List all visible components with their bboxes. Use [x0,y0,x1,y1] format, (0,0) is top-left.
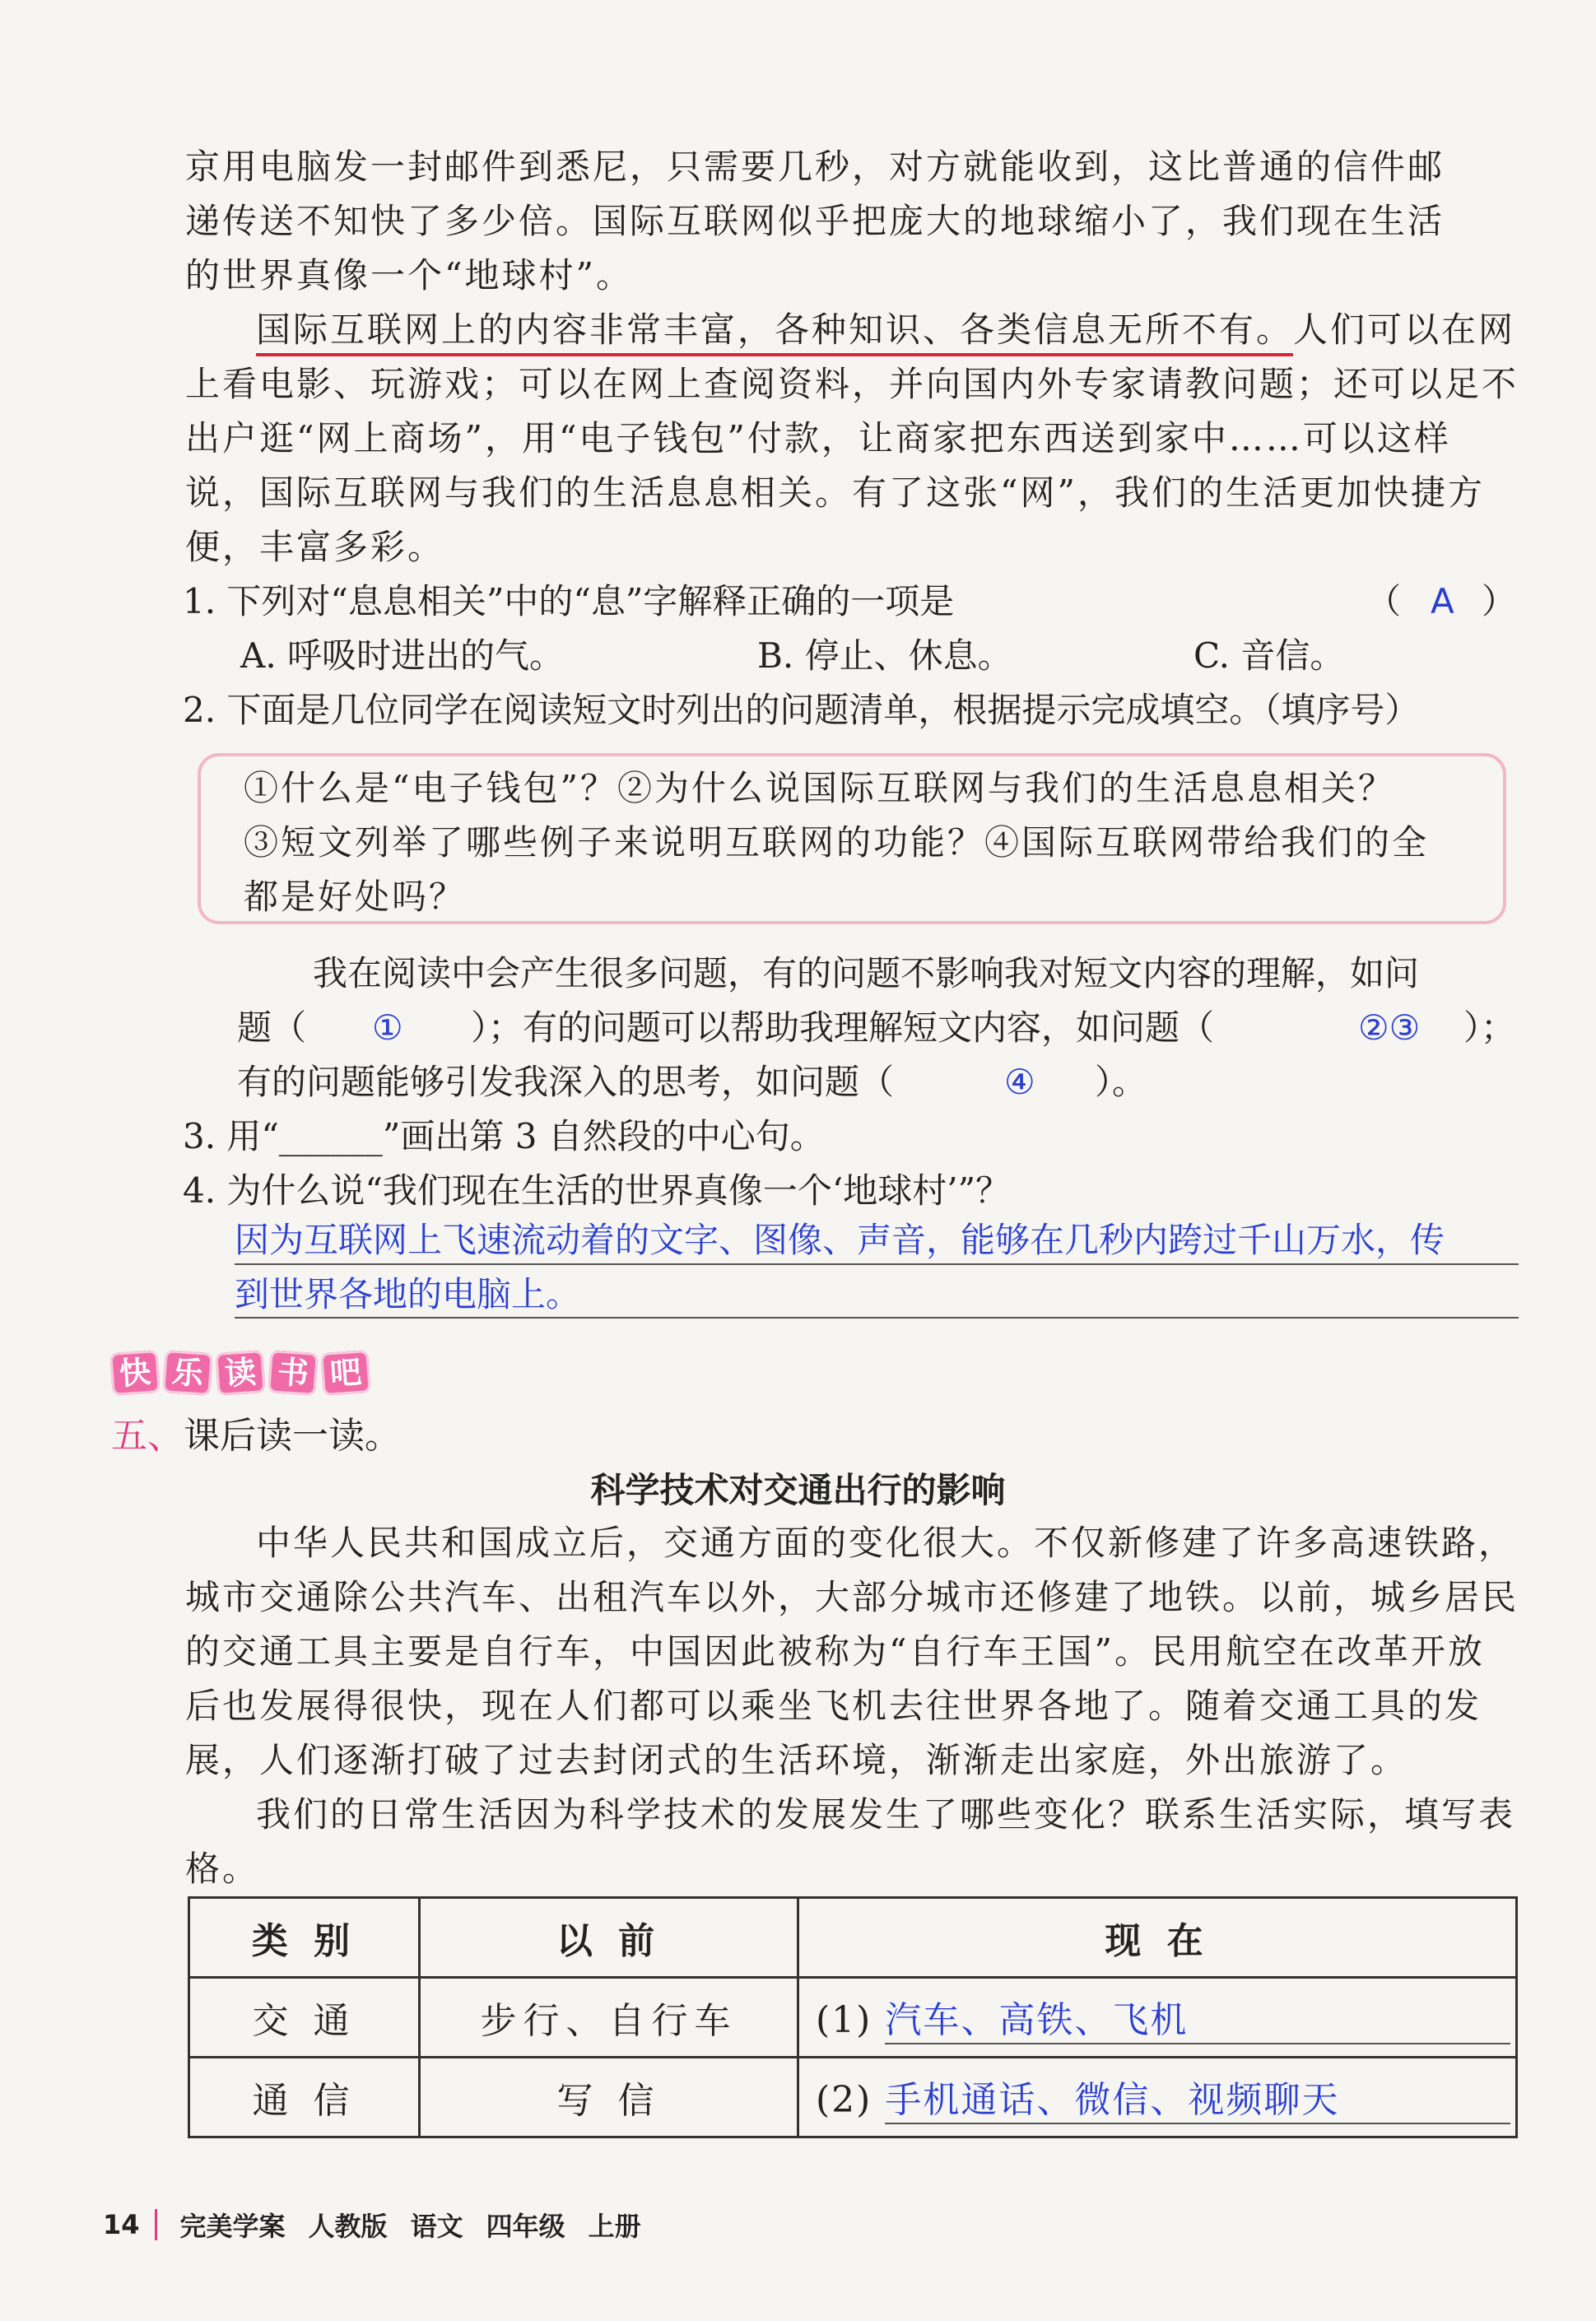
row-category: 交 通 [189,1978,420,2058]
row-now-cell [798,2058,1517,2137]
section-5-number: 五、 [111,1415,184,1457]
banner-char: 书 [268,1350,318,1396]
q2-answer-1[interactable]: ① [372,1007,403,1048]
header-category: 类 别 [189,1898,420,1978]
q2-answer-2[interactable]: ②③ [1358,1007,1421,1048]
q1-paren-right: ） [1482,581,1517,621]
row-number: (1) [816,1999,872,2041]
row-before: 步行、自行车 [420,1978,798,2058]
banner-char: 吧 [320,1350,370,1396]
q4-answer-line-2[interactable]: 到世界各地的电脑上。 [235,1274,581,1314]
banner-char: 乐 [162,1350,212,1396]
section-5-heading [111,1409,401,1463]
question-list-box [198,753,1506,924]
banner-char: 读 [215,1350,265,1396]
page-footer [103,2206,641,2244]
article-paragraph-1: 中华人民共和国成立后，交通方面的变化很大。不仅新修建了许多高速铁路，城市交通除公共汽车、出租汽车以外，大部分城市还修建了地铁。以前，城乡居民的交通工具主要是自行车，中国因此被称为“自行车王国”。民用航空在改革开放后也发展得很快，现在人们都可以乘坐飞机去往世界各地了。随着交通工具的发展，人们逐渐打破了过去封闭式的生活环境，渐渐走出家庭，外出旅游了。 [185,1523,1519,1780]
article-paragraph-2: 我们的日常生活因为科学技术的发展发生了哪些变化？联系生活实际，填写表格。 [185,1794,1516,1889]
section-5-title: 课后读一读。 [184,1415,401,1457]
q1-stem: 1. 下列对“息息相关”中的“息”字解释正确的一项是 [183,581,955,621]
passage-line-3: 的世界真像一个“地球村”。 [185,255,633,295]
page-number: 14 [103,2209,157,2240]
table-header-row [189,1898,1517,1978]
q1-paren-left: （ [1366,581,1402,621]
header-before: 以 前 [420,1898,798,1978]
book-title: 完美学案 [179,2211,286,2242]
q4-stem: 4. 为什么说“我们现在生活的世界真像一个‘地球村’”？ [183,1170,1011,1211]
passage-paragraph-2-rest: 人们可以在网上看电影、玩游戏；可以在网上查阅资料，并向国内外专家请教问题；还可以足不出户逛“网上商场”，用“电子钱包”付款，让商家把东西送到家中……可以这样说，国际互联网与我们的生活息息相关。有了这张“网”，我们的生活更加快捷方便，丰富多彩。 [185,309,1519,567]
passage-paragraph-2 [185,303,1519,574]
question-list-line-2: ③短文列举了哪些例子来说明互联网的功能？④国际互联网带给我们的全 [244,822,1430,863]
table-row [189,2058,1517,2137]
table-row [189,1978,1517,2058]
banner-char: 快 [109,1350,160,1396]
q1-option-a: A. 呼吸时进出的气。 [240,635,565,676]
subject: 语文 [410,2211,463,2242]
q2-fill-line-1: 我在阅读中会产生很多问题，有的问题不影响我对短文内容的理解，如问 [313,953,1420,993]
answer-rule-1 [235,1263,1519,1265]
q2-fill-text-1: 题（ [237,1007,307,1048]
header-now: 现 在 [798,1898,1517,1978]
changes-table [188,1896,1518,2138]
central-sentence-underlined: 国际互联网上的内容非常丰富，各种知识、各类信息无所不有。 [256,309,1293,356]
q2-answer-3[interactable]: ④ [1004,1062,1035,1102]
question-list-line-3: 都是好处吗？ [244,877,467,917]
q3-stem: 3. 用“______”画出第 3 自然段的中心句。 [183,1116,825,1156]
q4-answer-line-1[interactable]: 因为互联网上飞速流动着的文字、图像、声音，能够在几秒内跨过千山万水，传 [235,1220,1445,1260]
q2-fill-text-5: ）。 [1095,1062,1147,1102]
article-title: 科学技术对交通出行的影响 [590,1470,1006,1510]
happy-reading-banner [111,1351,370,1394]
answer-rule-2 [235,1317,1519,1319]
q2-fill-text-3: ）； [1463,1007,1516,1048]
q2-fill-text-2: ）；有的问题可以帮助我理解短文内容，如问题（ [471,1007,1215,1048]
q2-fill-text-4: 有的问题能够引发我深入的思考，如问题（ [237,1062,895,1102]
passage-line-1: 京用电脑发一封邮件到悉尼，只需要几秒，对方就能收到，这比普通的信件邮 [185,147,1445,187]
row-now-answer[interactable]: 手机通话、微信、视频聊天 [885,2070,1510,2124]
q2-stem: 2. 下面是几位同学在阅读短文时列出的问题清单，根据提示完成填空。（填序号） [183,690,1420,730]
row-category: 通 信 [189,2058,420,2137]
q1-answer[interactable]: A [1431,581,1454,621]
row-now-answer[interactable]: 汽车、高铁、飞机 [885,1990,1510,2044]
volume: 上册 [588,2211,641,2242]
row-number: (2) [816,2079,872,2121]
row-now-cell [798,1978,1517,2058]
row-before: 写 信 [420,2058,798,2137]
passage-line-2: 递传送不知快了多少倍。国际互联网似乎把庞大的地球缩小了，我们现在生活 [185,201,1445,241]
q1-option-b: B. 停止、休息。 [757,635,1012,676]
question-list-line-1: ①什么是“电子钱包”？②为什么说国际互联网与我们的生活息息相关？ [244,768,1395,808]
q1-option-c: C. 音信。 [1194,635,1345,676]
edition: 人教版 [308,2211,388,2242]
grade: 四年级 [486,2211,565,2242]
